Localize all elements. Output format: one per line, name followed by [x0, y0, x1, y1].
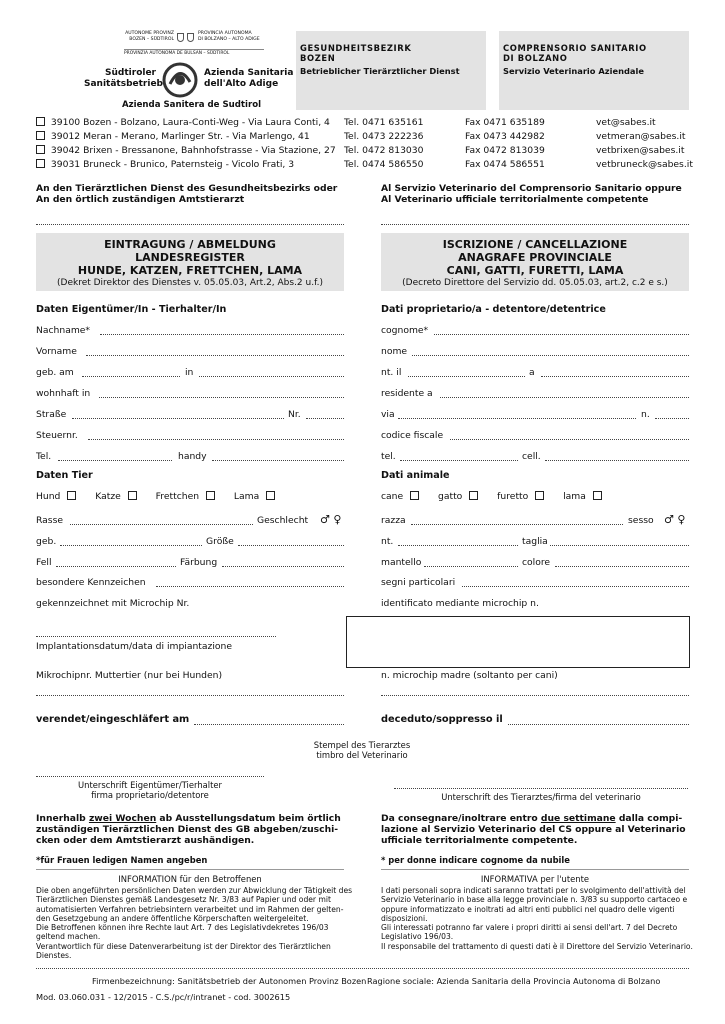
breed-field-it[interactable]	[411, 524, 623, 525]
animal-birth-field-it[interactable]	[398, 545, 518, 546]
species-label-ferret: Frettchen	[155, 491, 200, 502]
species-checkbox-cane[interactable]	[410, 491, 419, 500]
logo-province-lad: PROVINZIA AUTONOMA DE BULSAN – SÜDTIROL	[124, 49, 264, 56]
logo-province-it: PROVINCIA AUTONOMA DI BOLZANO – ALTO ADIGE	[198, 31, 260, 42]
footnote-it: * per donne indicare cognome da nubile	[381, 855, 570, 865]
birthdate-label-de: geb. am	[36, 367, 74, 378]
implant-date-field[interactable]	[36, 636, 276, 637]
office-fax: Fax 0473 442982	[465, 131, 545, 142]
street-field-de[interactable]	[72, 418, 284, 419]
species-checkbox-furetto[interactable]	[535, 491, 544, 500]
tax-label-de: Steuernr.	[36, 430, 78, 441]
addressee-line-de[interactable]	[36, 224, 344, 225]
title-it-line-3: CANI, GATTI, FURETTI, LAMA	[446, 264, 624, 277]
title-de-decree: (Dekret Direktor des Dienstes v. 05.05.03, Art.2, Abs.2 u.f.)	[57, 278, 323, 288]
color-label-de: Färbung	[180, 557, 218, 568]
owner-heading-it: Dati proprietario/a - detentore/detentrice	[381, 304, 606, 315]
company-it: Ragione sociale: Azienda Sanitaria della Provincia Autonoma di Bolzano	[367, 976, 661, 986]
office-fax: Fax 0474 586551	[465, 159, 545, 170]
deadline-de: Innerhalb zwei Wochen ab Ausstellungsdatum beim örtlich zuständigen Tierärztlichen Dienst des GB abgeben/zuschi- cken oder dem Amtstierarzt aushändigen.	[36, 813, 341, 846]
logo-name-lad: Azienda Sanitera de Sudtirol	[122, 100, 262, 110]
species-label-dog: Hund	[36, 491, 61, 502]
logo-province-de: AUTONOME PROVINZ BOZEN – SÜDTIROL	[125, 31, 174, 42]
eagle-icon	[187, 33, 194, 42]
tax-field-it[interactable]	[450, 439, 689, 440]
color-label-it: colore	[522, 557, 551, 568]
tax-label-it: codice fiscale	[381, 430, 444, 441]
office-fax: Fax 0472 813039	[465, 145, 545, 156]
birthplace-label-de: in	[185, 367, 194, 378]
marks-field-it[interactable]	[462, 586, 689, 587]
marks-field-de[interactable]	[156, 586, 344, 587]
species-checkbox-dog[interactable]	[67, 491, 76, 500]
died-field-it[interactable]	[508, 724, 689, 725]
crest-icon	[177, 33, 184, 42]
office-email: vetbrixen@sabes.it	[596, 145, 685, 156]
species-label-llama: Lama	[233, 491, 260, 502]
office-row-brixen: 39042 Brixen - Bressanone, Bahnhofstrasse - Via Stazione, 27	[36, 145, 336, 156]
office-fax: Fax 0471 635189	[465, 117, 545, 128]
species-options-it	[381, 491, 602, 502]
office-email: vetmeran@sabes.it	[596, 131, 686, 142]
birthplace-field-it[interactable]	[541, 376, 689, 377]
owner-signature-label: Unterschrift Eigentümer/Tierhalter firma proprietario/detentore	[78, 780, 222, 800]
office-row-bozen: 39100 Bozen - Bolzano, Laura-Conti-Weg - Via Laura Conti, 4	[36, 117, 330, 128]
resident-field-de[interactable]	[99, 397, 344, 398]
implant-date-label: Implantationsdatum/data di impiantazione	[36, 641, 233, 652]
mother-chip-field-de[interactable]	[36, 695, 344, 696]
house-nr-label-it: n.	[641, 409, 650, 420]
name-label-it: nome	[381, 346, 408, 357]
vet-signature-label: Unterschrift des Tierarztes/firma del veterinario	[441, 792, 641, 802]
title-it-line-2: ANAGRAFE PROVINCIALE	[458, 251, 612, 264]
mother-chip-field-it[interactable]	[381, 695, 689, 696]
info-text-it: I dati personali sopra indicati saranno trattati per lo svolgimento dell'attività del Servizio Veterinario in base alla legge provinciale n. 3/83 su supporto cartaceo e oppure informatizzato e inoltrati ad altri enti pubblici nel quadro delle vigenti disposizioni. Gli interessati potranno far valere i propri diritti ai sensi dell'art. 7 del Decreto Legislativo 196/03. Il responsabile del trattamento di questi dati è il Direttore del Servizio Veterinario.	[381, 886, 693, 951]
name-label-de: Vorname	[36, 346, 77, 357]
office-row-bruneck: 39031 Bruneck - Brunico, Paternsteig - Vicolo Frati, 3	[36, 159, 294, 170]
species-checkbox-cat[interactable]	[128, 491, 137, 500]
died-label-de: verendet/eingeschläfert am	[36, 714, 190, 725]
info-heading-it: INFORMATIVA per l'utente	[480, 874, 590, 884]
name-field-it[interactable]	[412, 355, 689, 356]
animal-birth-label-it: nt.	[381, 536, 394, 547]
marks-label-it: segni particolari	[381, 577, 456, 588]
mobile-label-de: handy	[178, 451, 207, 462]
house-nr-field-de[interactable]	[306, 418, 344, 419]
title-box-it	[381, 233, 689, 291]
animal-heading-it: Dati animale	[381, 470, 450, 481]
size-field-de[interactable]	[238, 545, 344, 546]
mobile-field-de[interactable]	[212, 460, 344, 461]
resident-label-de: wohnhaft in	[36, 388, 91, 399]
house-nr-field-it[interactable]	[655, 418, 689, 419]
title-de-line-3: HUNDE, KATZEN, FRETTCHEN, LAMA	[77, 264, 303, 277]
header-box-it: COMPRENSORIO SANITARIO DI BOLZANO Servizio Veterinario Aziendale	[499, 31, 689, 110]
tax-field-de[interactable]	[88, 439, 344, 440]
health-logo-icon	[160, 60, 200, 100]
color-field-it[interactable]	[555, 566, 689, 567]
animal-birth-field-de[interactable]	[60, 545, 202, 546]
size-label-it: taglia	[522, 536, 548, 547]
info-text-de: Die oben angeführten persönlichen Daten werden zur Abwicklung der Tätigkeit des Tierärztlichen Dienstes gemäß Landesgesetz Nr. 3/83 auf Papier und oder mit automatisierten Verfahren betriebsintern verarbeitet und im Rahmen der gelten- den Gesetzgebung an andere öffentliche Körperschaften weitergeleitet. Die Betroffenen können ihre Rechte laut Art. 7 des Legislativdekretes 196/03 geltend machen. Verantwortlich für diese Datenverarbeitung ist der Direktor des Tierärztlichen Dienstes.	[36, 886, 353, 961]
office-tel: Tel. 0472 813030	[344, 145, 424, 156]
name-field-de[interactable]	[86, 355, 344, 356]
sex-symbols-de[interactable]: ♂ ♀	[320, 513, 342, 526]
species-label-cat: Katze	[95, 491, 121, 502]
surname-field-it[interactable]	[434, 334, 689, 335]
birthplace-label-it: a	[529, 367, 535, 378]
tel-label-it: tel.	[381, 451, 396, 462]
sex-label-it: sesso	[628, 515, 654, 526]
marks-label-de: besondere Kennzeichen	[36, 577, 146, 588]
microchip-number-box[interactable]	[346, 616, 690, 668]
species-options-de	[36, 491, 275, 502]
title-de-line-1: EINTRAGUNG / ABMELDUNG	[104, 238, 276, 251]
color-field-de[interactable]	[222, 566, 344, 567]
street-label-de: Straße	[36, 409, 67, 420]
sex-label-de: Geschlecht	[257, 515, 309, 526]
office-checkbox[interactable]	[36, 117, 45, 126]
coat-field-de[interactable]	[56, 566, 176, 567]
deadline-it: Da consegnare/inoltrare entro due settimane dalla compi- lazione al Servizio Veterinario del CS oppure al Veterinario ufficiale territorialmente competente.	[381, 813, 686, 846]
office-email: vetbruneck@sabes.it	[596, 159, 693, 170]
microchip-label-de: gekennzeichnet mit Microchip Nr.	[36, 598, 190, 609]
addressee-line-it[interactable]	[381, 224, 689, 225]
title-it-decree: (Decreto Direttore del Servizio dd. 05.05.03, art.2, c.2 e s.)	[402, 278, 668, 288]
breed-label-it: razza	[381, 515, 406, 526]
logo-name-it: Azienda Sanitaria dell'Alto Adige	[204, 68, 294, 89]
stamp-label: Stempel des Tierarztes timbro del Veterinario	[313, 740, 411, 760]
mobile-label-it: cell.	[522, 451, 541, 462]
footer-divider	[36, 968, 689, 969]
owner-signature-field[interactable]	[36, 776, 264, 777]
size-field-it[interactable]	[550, 545, 689, 546]
resident-field-it[interactable]	[440, 397, 689, 398]
species-label-cane: cane	[381, 491, 404, 502]
company-de: Firmenbezeichnung: Sanitätsbetrieb der Autonomen Provinz Bozen	[92, 976, 367, 986]
office-checkbox[interactable]	[36, 159, 45, 168]
logo	[84, 30, 294, 114]
birthdate-label-it: nt. il	[381, 367, 402, 378]
sex-symbols-it[interactable]: ♂ ♀	[664, 513, 686, 526]
info-heading-de: INFORMATION für den Betroffenen	[118, 874, 262, 884]
owner-heading-de: Daten Eigentümer/In - Tierhalter/In	[36, 304, 227, 315]
species-label-gatto: gatto	[438, 491, 463, 502]
species-label-furetto: furetto	[497, 491, 529, 502]
office-email: vet@sabes.it	[596, 117, 656, 128]
office-row-meran: 39012 Meran - Merano, Marlinger Str. - Via Marlengo, 41	[36, 131, 310, 142]
tel-field-it[interactable]	[400, 460, 518, 461]
office-tel: Tel. 0474 586550	[344, 159, 424, 170]
coat-field-it[interactable]	[424, 566, 518, 567]
died-field-de[interactable]	[194, 724, 344, 725]
office-checkbox[interactable]	[36, 131, 45, 140]
animal-heading-de: Daten Tier	[36, 470, 93, 481]
tel-label-de: Tel.	[36, 451, 52, 462]
mother-chip-label-it: n. microchip madre (soltanto per cani)	[381, 670, 558, 681]
street-field-it[interactable]	[398, 418, 636, 419]
species-label-lama: lama	[563, 491, 586, 502]
title-it-line-1: ISCRIZIONE / CANCELLAZIONE	[442, 238, 628, 251]
vet-signature-field[interactable]	[394, 788, 688, 789]
birthdate-field-it[interactable]	[408, 376, 525, 377]
size-label-de: Größe	[206, 536, 234, 547]
species-checkbox-gatto[interactable]	[469, 491, 478, 500]
title-de-line-2: LANDESREGISTER	[135, 251, 245, 264]
mother-chip-label-de: Mikrochipnr. Muttertier (nur bei Hunden)	[36, 670, 223, 681]
addressee-de: An den Tierärztlichen Dienst des Gesundheitsbezirks oder An den örtlich zuständigen Amtstierarzt	[36, 183, 338, 205]
resident-label-it: residente a	[381, 388, 433, 399]
header-box-de: GESUNDHEITSBEZIRK BOZEN Betrieblicher Tierärztlicher Dienst	[296, 31, 486, 110]
coat-label-it: mantello	[381, 557, 422, 568]
surname-field-de[interactable]	[100, 334, 344, 335]
surname-label-it: cognome*	[381, 325, 429, 336]
addressee-it: Al Servizio Veterinario del Comprensorio Sanitario oppure Al Veterinario ufficiale territorialmente competente	[381, 183, 682, 205]
form-code: Mod. 03.060.031 - 12/2015 - C.S./pc/r/intranet - cod. 3002615	[36, 992, 291, 1002]
animal-birth-label-de: geb.	[36, 536, 57, 547]
mobile-field-it[interactable]	[545, 460, 689, 461]
footnote-de: *für Frauen ledigen Namen angeben	[36, 855, 208, 865]
logo-name-de: Südtiroler Sanitätsbetrieb	[84, 68, 164, 89]
species-checkbox-ferret[interactable]	[206, 491, 215, 500]
surname-label-de: Nachname*	[36, 325, 91, 336]
died-label-it: deceduto/soppresso il	[381, 714, 503, 725]
microchip-label-it: identificato mediante microchip n.	[381, 598, 539, 609]
tel-field-de[interactable]	[58, 460, 172, 461]
birthdate-field-de[interactable]	[82, 376, 180, 377]
birthplace-field-de[interactable]	[199, 376, 344, 377]
house-nr-label-de: Nr.	[288, 409, 301, 420]
street-label-it: via	[381, 409, 395, 420]
coat-label-de: Fell	[36, 557, 52, 568]
species-checkbox-lama[interactable]	[593, 491, 602, 500]
office-tel: Tel. 0471 635161	[344, 117, 424, 128]
breed-label-de: Rasse	[36, 515, 64, 526]
office-tel: Tel. 0473 222236	[344, 131, 424, 142]
breed-field-de[interactable]	[70, 524, 253, 525]
office-checkbox[interactable]	[36, 145, 45, 154]
species-checkbox-llama[interactable]	[266, 491, 275, 500]
title-box-de	[36, 233, 344, 291]
